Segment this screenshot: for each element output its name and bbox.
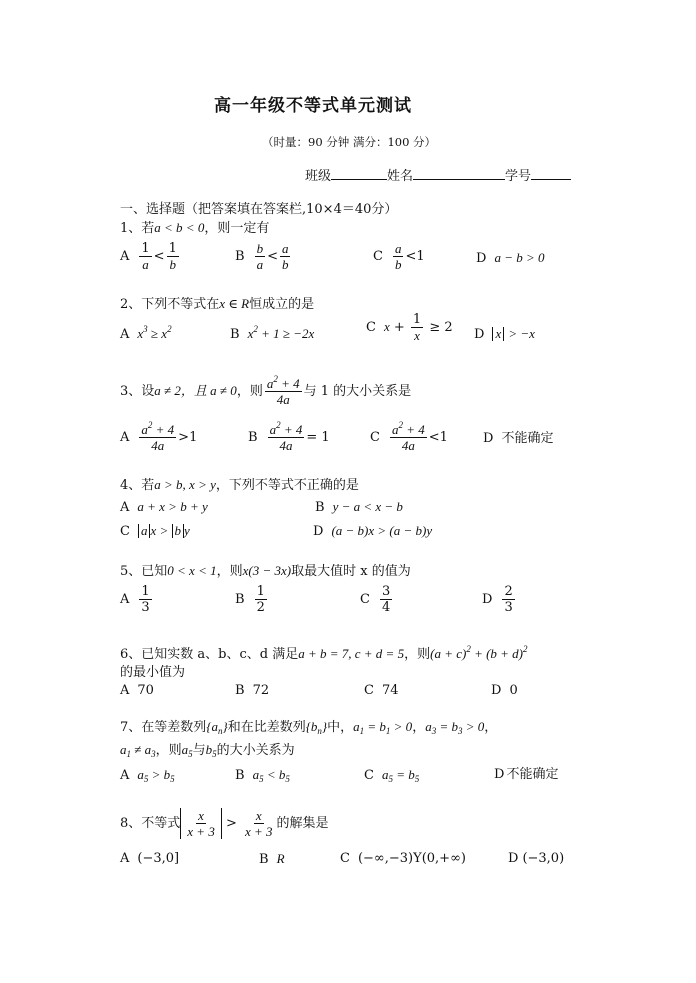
question-6-stem: 6、已知实数 a、b、c、d 满足a + b = 7, c + d = 5，则$(a + c)^2 + (b + d)^2$ bbox=[120, 644, 528, 662]
question-6-option-b: B 72 bbox=[235, 683, 270, 698]
question-5-stem: 5、已知0 < x < 1，则x(3 − 3x)取最大值时 x 的值为 bbox=[120, 563, 411, 579]
question-6-option-a: A 70 bbox=[120, 683, 154, 698]
question-5-option-b: B $\frac{1}{2}$ bbox=[235, 584, 265, 615]
id-label: 学号 bbox=[505, 169, 532, 184]
question-8-stem: 8、不等式 $\frac{x}{x + 3}$ > $\frac{x}{x + 3}$ 的解集是 bbox=[120, 808, 329, 839]
question-8-option-b: B R bbox=[259, 851, 285, 867]
question-7-stem: 7、在等差数列$\{a_n\}$和在比差数列$\{b_n\}$中，$a_1 = b_1 > 0$，$a_3 = b_3 > 0$， bbox=[120, 719, 498, 736]
question-4-option-c: C a x > b y bbox=[120, 523, 190, 539]
student-info-line bbox=[305, 167, 571, 185]
question-1-option-d: D a − b > 0 bbox=[476, 250, 545, 266]
question-1-option-c: C $\frac{a}{b}$ <1 bbox=[373, 241, 425, 272]
question-4-option-d: D (a − b)x > (a − b)y bbox=[313, 523, 433, 539]
question-2-option-b: B $x^2 + 1 \ge -2x$ bbox=[230, 324, 315, 342]
question-1-option-b: B $\frac{b}{a}$ < $\frac{a}{b}$ bbox=[235, 241, 289, 272]
question-3-option-a: A $\frac{a^2 + 4}{4a}$ >1 bbox=[120, 420, 198, 453]
question-6-stem-cont: 的最小值为 bbox=[120, 665, 186, 680]
question-2-option-d: D x > −x bbox=[474, 326, 535, 342]
question-7-option-d: D 不能确定 bbox=[494, 767, 559, 782]
question-7-stem-cont: $a_1 \ne a_3$，则$a_5$与$b_5$的大小关系为 bbox=[120, 742, 295, 759]
name-label: 姓名 bbox=[387, 169, 414, 184]
question-2-option-a: A $x^3 \ge x^2$ bbox=[120, 324, 172, 342]
question-4-stem: 4、若a > b, x > y，下列不等式不正确的是 bbox=[120, 477, 359, 493]
question-5-option-d: D $\frac{2}{3}$ bbox=[482, 584, 513, 615]
question-1-option-a: A $\frac{1}{a}$ < $\frac{1}{b}$ bbox=[120, 241, 177, 272]
question-5-option-a: A $\frac{1}{3}$ bbox=[120, 584, 150, 615]
class-blank[interactable] bbox=[331, 167, 387, 180]
question-7-option-c: C $a_5 = b_5$ bbox=[364, 767, 420, 784]
question-3-option-c: C $\frac{a^2 + 4}{4a}$ <1 bbox=[370, 420, 448, 453]
question-5-option-c: C $\frac{3}{4}$ bbox=[360, 584, 391, 615]
question-8-option-c: C (−∞,−3)Y(0,+∞) bbox=[340, 851, 466, 866]
section-heading: 一、选择题（把答案填在答案栏,10×4＝40分） bbox=[120, 202, 398, 217]
id-blank[interactable] bbox=[531, 167, 571, 180]
question-7-option-a: A $a_5 > b_5$ bbox=[120, 767, 175, 784]
question-3-stem: 3、设a ≠ 2，且 a ≠ 0，则 $\frac{a^2 + 4}{4a}$ 与 1 的大小关系是 bbox=[120, 374, 412, 407]
question-2-stem: 2、下列不等式在x ∈ R恒成立的是 bbox=[120, 296, 315, 312]
question-3-option-b: B $\frac{a^2 + 4}{4a}$ = 1 bbox=[248, 420, 330, 453]
class-label: 班级 bbox=[305, 169, 332, 184]
question-3-option-d: D 不能确定 bbox=[483, 431, 554, 446]
question-1-stem: 1、若a < b < 0，则一定有 bbox=[120, 220, 270, 236]
question-6-option-d: D 0 bbox=[491, 683, 518, 698]
question-8-option-d: D (−3,0) bbox=[508, 851, 565, 866]
question-8-option-a: A (−3,0] bbox=[120, 851, 180, 866]
name-blank[interactable] bbox=[413, 167, 505, 180]
question-4-option-a: A a + x > b + y bbox=[120, 499, 208, 515]
page-title: 高一年级不等式单元测试 bbox=[214, 96, 412, 116]
exam-info: （时量：90 分钟 满分：100 分） bbox=[262, 135, 437, 149]
question-4-option-b: B y − a < x − b bbox=[315, 499, 403, 515]
question-2-option-c: C x + $\frac{1}{x}$ ≥ 2 bbox=[366, 312, 453, 343]
question-6-option-c: C 74 bbox=[364, 683, 399, 698]
question-7-option-b: B $a_5 < b_5$ bbox=[235, 767, 290, 784]
